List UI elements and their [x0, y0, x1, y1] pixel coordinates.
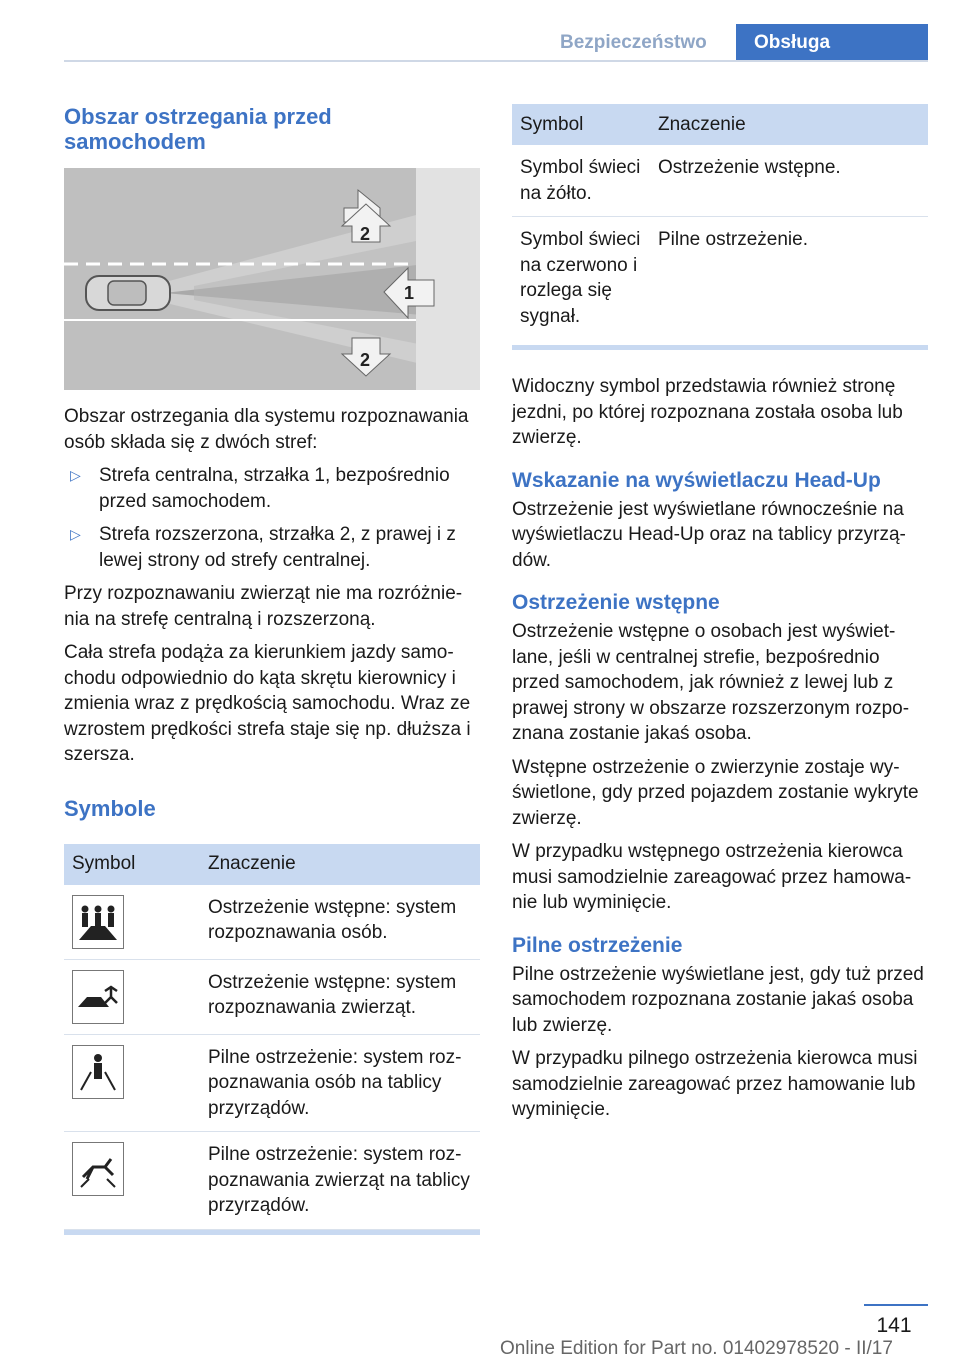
car-icon	[86, 276, 170, 310]
tab-bezpieczenstwo[interactable]: Bezpieczeństwo	[560, 32, 707, 53]
paragraph: Wstępne ostrzeżenie o zwierzynie zostaje wyświetlone, gdy przed pojazdem zostanie wykryte zwierzę.	[512, 756, 919, 829]
col-meaning-header: Znaczenie	[650, 104, 928, 145]
symbol-color-table	[512, 104, 928, 339]
tab-obsluga[interactable]: Obsługa	[736, 24, 928, 62]
arrow-2-upper-label: 2	[360, 224, 371, 244]
animal-warning-icon	[72, 970, 124, 1024]
edition-footer: Online Edition for Part no. 01402978520 - II/17	[500, 1338, 893, 1359]
paragraph: Widoczny symbol przedstawia również stronę jezdni, po której rozpoznana została osoba lub zwierzę.	[512, 376, 903, 448]
triangle-bullet-icon: ▷	[70, 467, 81, 483]
intro-text: Obszar ostrzegania dla systemu rozpoznawania osób składa się z dwóch stref:	[64, 406, 469, 453]
table-row: Pilne ostrzeżenie: system rozpoznawania osób na tablicy przyrządów.	[64, 1034, 480, 1132]
page-number: 141	[876, 1314, 912, 1337]
paragraph: Ostrzeżenie wstępne o osobach jest wyświetlane, jeśli w centralnej strefie, bezpośrednio przed samochodem, jak również z lewej lub z prawej strony w obszarze rozszerzonym rozpoznana zostanie jakaś osoba.	[512, 621, 910, 744]
paragraph: Przy rozpoznawaniu zwierząt nie ma rozróżnienia na strefę centralną i rozszerzoną.	[64, 583, 463, 630]
col-symbol-header: Symbol	[512, 104, 650, 145]
header-rule	[64, 60, 928, 62]
symbols-title: Symbole	[64, 795, 156, 821]
heading-headup: Wskazanie na wyświetlaczu Head-Up	[512, 468, 881, 492]
table-row: Symbol świeci na czerwono i rozlega się sygnał. Pilne ostrzeżenie.	[520, 229, 808, 327]
paragraph: W przypadku wstępnego ostrzeżenia kierowca musi samodzielnie zareagować przez hamowanie lub wyminięcie.	[512, 841, 912, 913]
heading-prewarning: Ostrzeżenie wstępne	[512, 591, 720, 614]
table-bottom-bar	[64, 1230, 480, 1235]
heading-acute-warning: Pilne ostrzeżenie	[512, 933, 683, 957]
paragraph: Pilne ostrzeżenie wyświetlane jest, gdy tuż przed samochodem rozpoznana zostanie jakaś osoba lub zwierzę.	[512, 963, 924, 1036]
paragraph: W przypadku pilnego ostrzeżenia kierowca musi samodzielnie zareagować przez hamowanie lub wyminięcie.	[512, 1048, 918, 1120]
pedestrian-warning-icon	[72, 895, 124, 949]
footer-rule	[864, 1304, 928, 1306]
list-item: ▷ Strefa rozszerzona, strzałka 2, z prawej i z lewej strony od strefy centralnej.	[64, 522, 480, 573]
right-column	[512, 104, 928, 1131]
col-symbol-header: Symbol	[64, 844, 200, 885]
paragraph: Cała strefa podąża za kierunkiem jazdy samochodu odpowiednio do kąta skrętu kierownicy i zmienia wraz z prędkością samochodu. Wraz ze wzrostem prędkości strefa staje się np. dłuższa i szersza.	[64, 642, 471, 765]
triangle-bullet-icon: ▷	[70, 526, 81, 542]
arrow-2-lower-label: 2	[360, 350, 371, 370]
table-row: Pilne ostrzeżenie: system rozpoznawania zwierząt na tablicy przyrządów.	[64, 1132, 480, 1230]
table-row: Symbol świeci na żółto. Ostrzeżenie wstępne.	[512, 145, 928, 217]
list-item: ▷ Strefa centralna, strzałka 1, bezpośrednio przed samochodem.	[64, 463, 480, 514]
pedestrian-acute-icon	[72, 1045, 124, 1099]
symbols-table	[64, 844, 480, 1230]
animal-acute-icon	[72, 1142, 124, 1196]
warning-zone-figure	[64, 168, 480, 390]
arrow-1-label: 1	[404, 283, 415, 303]
section-title: Obszar ostrzegania przed samochodem	[64, 104, 332, 154]
table-row: Ostrzeżenie wstępne: system rozpoznawania zwierząt.	[64, 959, 480, 1034]
paragraph: Ostrzeżenie jest wyświetlane równocześnie na wyświetlaczu Head-Up oraz na tablicy przyrządów.	[512, 498, 906, 571]
table-row: Ostrzeżenie wstępne: system rozpoznawania osób.	[64, 885, 480, 960]
col-meaning-header: Znaczenie	[200, 844, 480, 885]
left-column	[64, 104, 480, 1235]
